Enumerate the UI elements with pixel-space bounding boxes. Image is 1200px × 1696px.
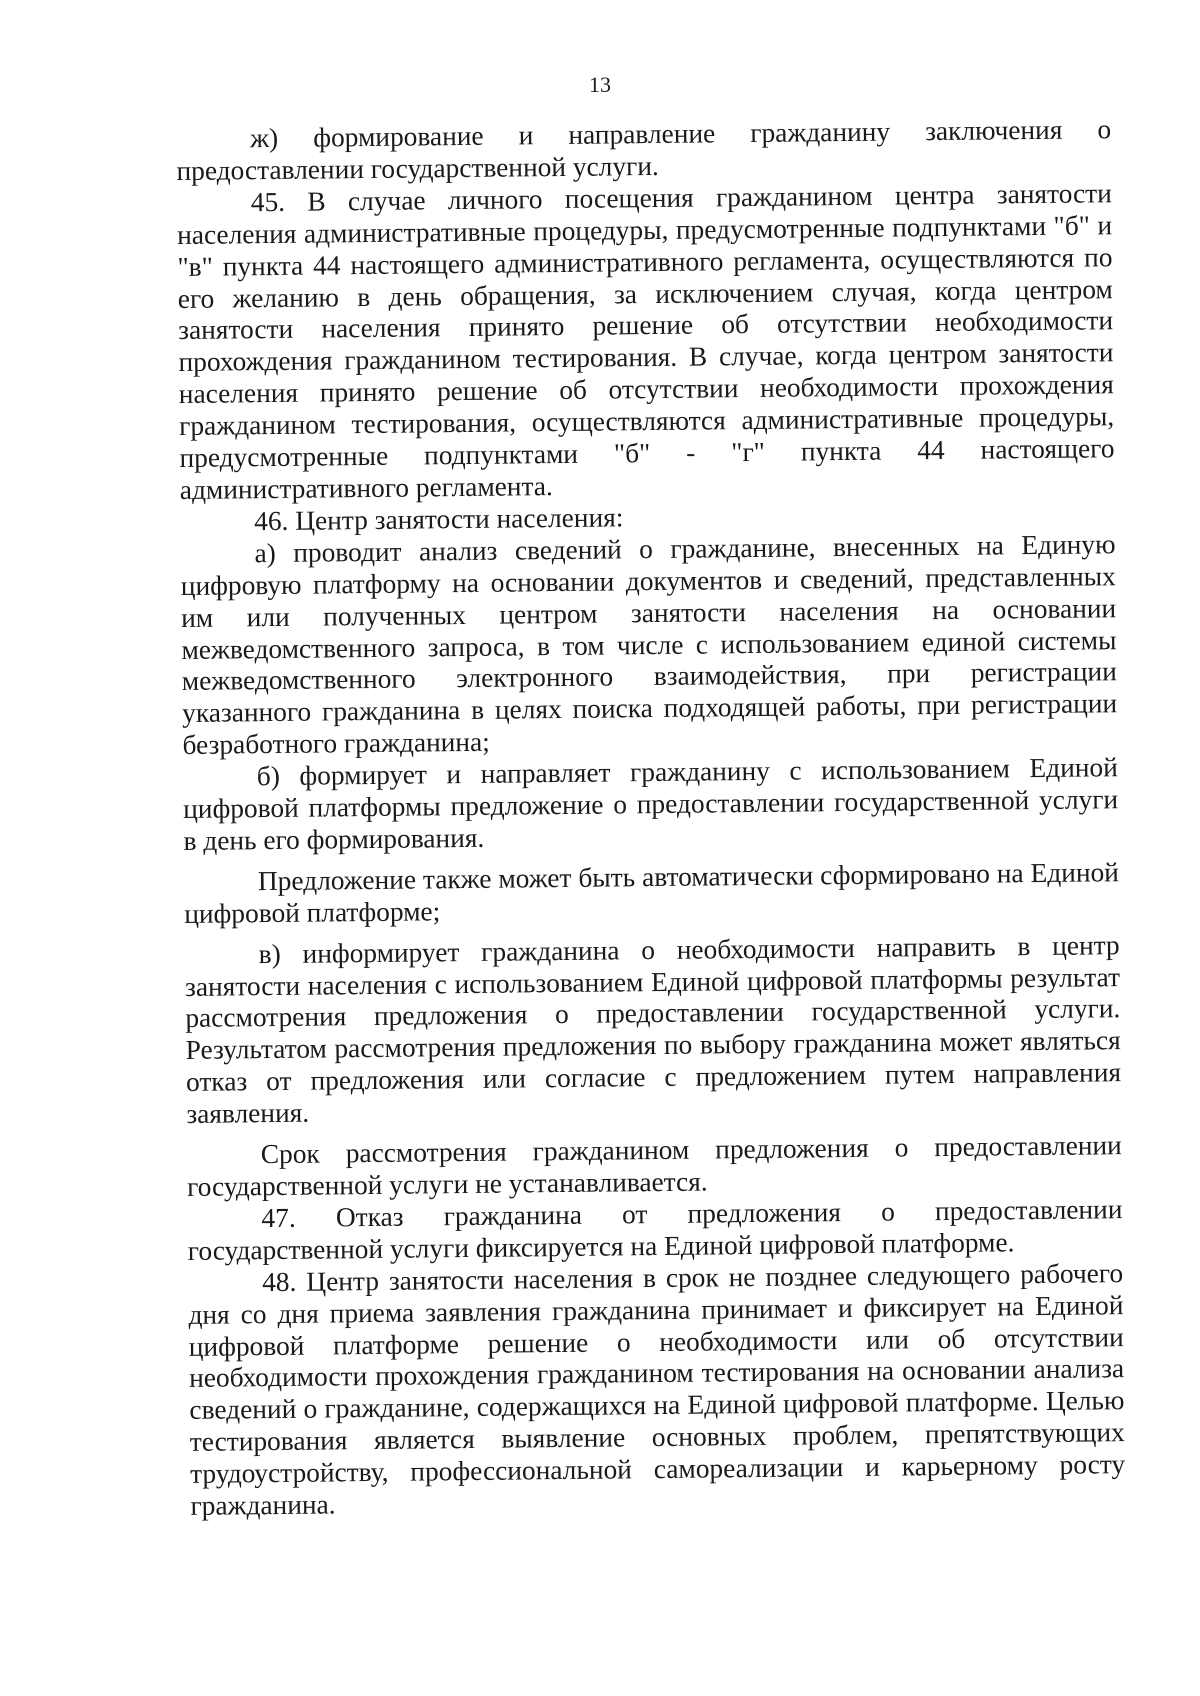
paragraph-47: 47. Отказ гражданина от предложения о предоставлении государственной услуги фиксируется на Единой цифровой платформе. [187, 1194, 1123, 1266]
paragraph-item-zh: ж) формирование и направление гражданину заключения о предоставлении государственной услуги. [176, 114, 1112, 186]
page-number: 13 [589, 72, 611, 97]
paragraph-review-term: Срок рассмотрения гражданином предложения о предоставлении государственной услуги не устанавливается. [186, 1130, 1122, 1202]
paragraph-proposal-note: Предложение также может быть автоматически сформировано на Единой цифровой платформе; [184, 857, 1120, 929]
paragraph-46-item-a: а) проводит анализ сведений о гражданине, внесенных на Единую цифровую платформу на основании документов и сведений, представленных им или полученных центром занятости населения на основании межведомственного запроса, в том числе с использованием единой системы межведомственного электронного взаимодействия, при регистрации указанного гражданина в целях поиска подходящей работы, при регистрации безработного гражданина; [180, 528, 1118, 761]
paragraph-46: 46. Центр занятости населения: [254, 502, 624, 537]
paragraph-46-item-v: в) информирует гражданина о необходимости направить в центр занятости населения с использованием Единой цифровой платформы результат рассмотрения предложения о предоставлении государственной услуги. Результатом рассмотрения предложения по выбору гражданина может являться отказ от предложения или согласие с предложением путем направления заявления. [184, 929, 1122, 1130]
document-body [176, 114, 1126, 1523]
paragraph-48: 48. Центр занятости населения в срок не позднее следующего рабочего дня со дня приема заявления гражданина принимает и фиксирует на Единой цифровой платформе решение о необходимости или об отсутствии необходимости прохождения гражданином тестирования на основании анализа сведений о гражданине, содержащихся на Единой цифровой платформе. Целью тестирования является выявление основных проблем, препятствующих трудоустройству, профессиональной самореализации и карьерному росту гражданина. [188, 1257, 1126, 1521]
paragraph-46-item-b: б) формирует и направляет гражданину с использованием Единой цифровой платформы предложение о предоставлении государственной услуги в день его формирования. [183, 752, 1119, 856]
paragraph-45: 45. В случае личного посещения гражданином центра занятости населения административные процедуры, предусмотренные подпунктами "б" и "в" пункта 44 настоящего административного регламента, осуществляются по его желанию в день обращения, за исключением случая, когда центром занятости населения принято решение об отсутствии необходимости прохождения гражданином тестирования. В случае, когда центром занятости населения принято решение об отсутствии необходимости прохождения гражданином тестирования, осуществляются административные процедуры, предусмотренные подпунктами "б" - "г" пункта 44 настоящего административного регламента. [177, 178, 1115, 505]
